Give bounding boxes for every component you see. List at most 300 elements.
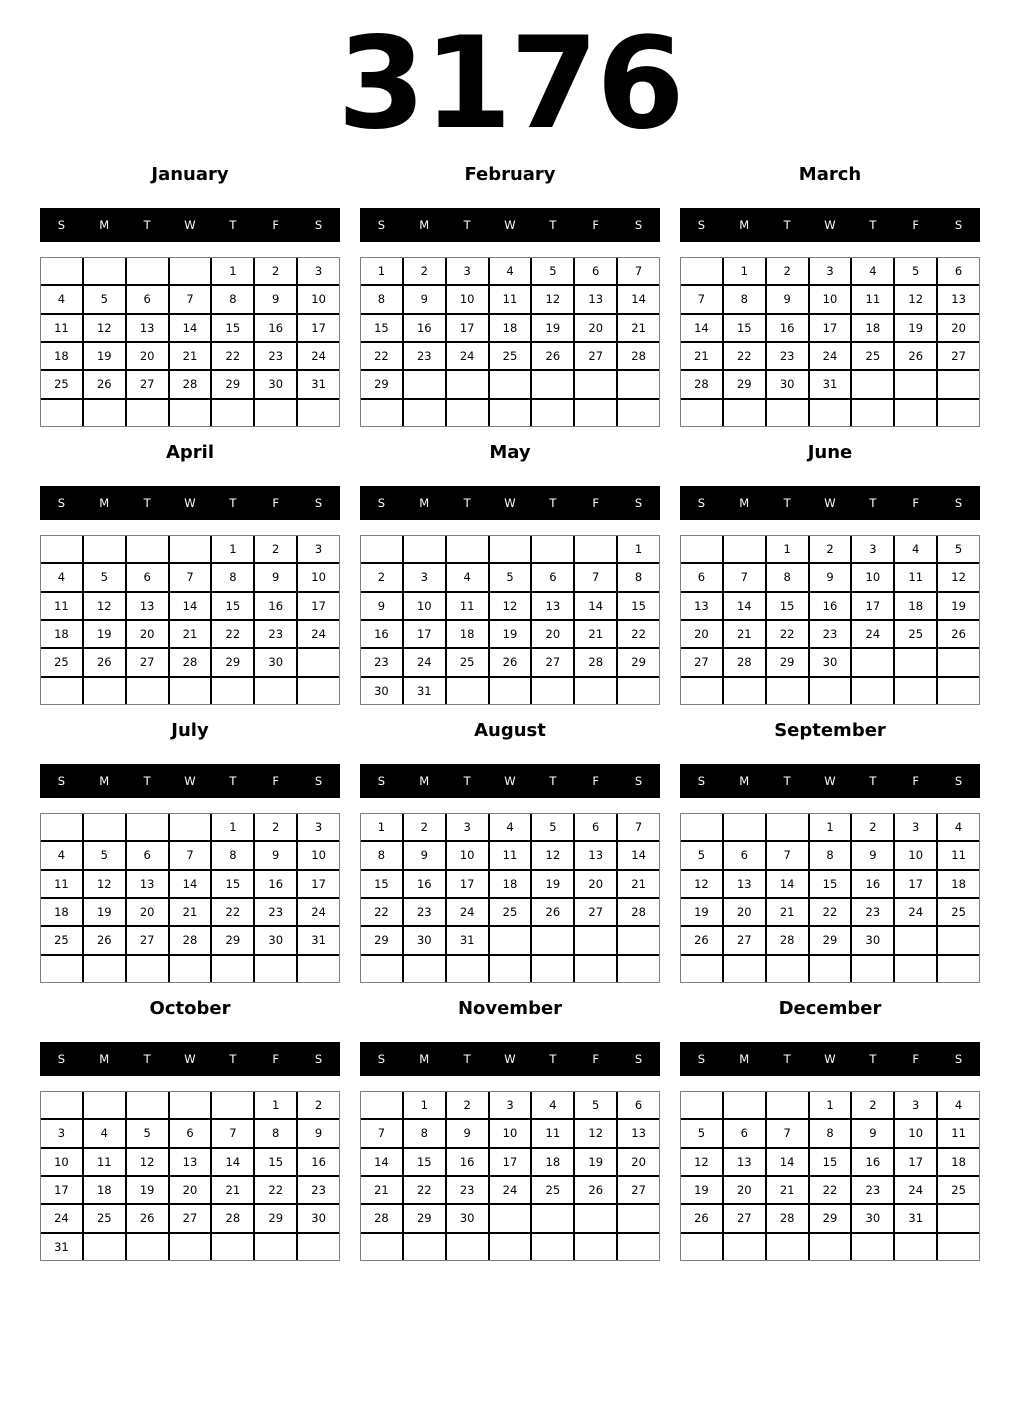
date-cell: 16 [361,621,402,647]
date-cell: 27 [938,343,979,369]
month-block [680,443,980,705]
weekday-letter: T [869,496,877,510]
weekday-header-bar [680,486,980,520]
weekday-letter: S [57,1052,66,1066]
empty-date-cell [41,400,82,426]
date-cell: 5 [490,564,531,590]
weekday-letter: M [739,774,750,788]
weekday-letter: S [57,496,66,510]
empty-date-cell [298,1234,339,1260]
date-cell: 9 [404,842,445,868]
empty-date-cell [41,258,82,284]
date-cell: 17 [298,593,339,619]
empty-date-cell [852,400,893,426]
empty-date-cell [532,400,573,426]
date-cell: 6 [724,842,765,868]
date-cell: 25 [84,1205,125,1231]
weekday-letter: F [592,496,600,510]
empty-date-cell [532,678,573,704]
date-cell: 11 [895,564,936,590]
date-cell: 19 [938,593,979,619]
date-cell: 14 [170,315,211,341]
date-cell: 4 [895,536,936,562]
empty-date-cell [170,814,211,840]
date-cell: 26 [84,649,125,675]
date-grid [40,813,340,983]
weekday-letter: S [954,218,963,232]
empty-date-cell [41,814,82,840]
date-cell: 26 [681,927,722,953]
date-cell: 10 [298,564,339,590]
date-cell: 17 [404,621,445,647]
date-cell: 11 [852,286,893,312]
month-title: March [798,164,862,185]
date-grid [360,535,660,705]
empty-date-cell [895,927,936,953]
weekday-letter: T [229,496,237,510]
date-cell: 19 [84,343,125,369]
weekday-letter: S [377,774,386,788]
weekday-letter: T [229,1052,237,1066]
date-cell: 30 [255,371,296,397]
empty-date-cell [938,927,979,953]
empty-date-cell [895,649,936,675]
weekday-letter: F [592,774,600,788]
weekday-letter: F [912,1052,920,1066]
date-cell: 22 [255,1177,296,1203]
date-cell: 24 [490,1177,531,1203]
date-cell: 25 [532,1177,573,1203]
date-cell: 7 [361,1120,402,1146]
date-cell: 13 [532,593,573,619]
empty-date-cell [127,814,168,840]
empty-date-cell [724,1092,765,1118]
date-cell: 28 [618,899,659,925]
date-cell: 10 [895,842,936,868]
weekday-letter: M [739,496,750,510]
weekday-letter: M [99,218,110,232]
month-title: February [464,164,556,185]
empty-date-cell [84,678,125,704]
empty-date-cell [618,927,659,953]
date-cell: 19 [532,871,573,897]
empty-date-cell [575,1205,616,1231]
date-cell: 23 [404,899,445,925]
month-title: April [165,442,215,463]
empty-date-cell [575,956,616,982]
weekday-letter: T [463,1052,471,1066]
date-cell: 25 [938,899,979,925]
date-cell: 29 [810,927,851,953]
empty-date-cell [84,1092,125,1118]
weekday-letter: M [99,774,110,788]
empty-date-cell [490,927,531,953]
date-cell: 2 [255,536,296,562]
date-cell: 20 [938,315,979,341]
empty-date-cell [618,400,659,426]
date-cell: 9 [852,1120,893,1146]
date-cell: 14 [618,286,659,312]
date-cell: 21 [618,315,659,341]
date-cell: 24 [298,343,339,369]
date-cell: 23 [298,1177,339,1203]
date-cell: 19 [681,899,722,925]
weekday-letter: T [463,218,471,232]
date-cell: 22 [810,899,851,925]
weekday-letter: T [783,496,791,510]
date-cell: 29 [767,649,808,675]
date-cell: 19 [84,621,125,647]
date-cell: 16 [852,871,893,897]
date-cell: 4 [852,258,893,284]
empty-date-cell [298,649,339,675]
weekday-letter: S [634,496,643,510]
date-cell: 3 [895,814,936,840]
empty-date-cell [298,678,339,704]
date-cell: 21 [170,899,211,925]
date-cell: 31 [895,1205,936,1231]
empty-date-cell [84,536,125,562]
weekday-letter: W [824,774,836,788]
date-cell: 11 [490,842,531,868]
weekday-letter: F [592,1052,600,1066]
weekday-letter: S [57,774,66,788]
month-title: May [489,442,531,463]
date-cell: 27 [127,371,168,397]
date-cell: 31 [810,371,851,397]
empty-date-cell [127,400,168,426]
weekday-header-bar [680,764,980,798]
date-cell: 7 [724,564,765,590]
date-cell: 24 [298,899,339,925]
date-cell: 20 [618,1149,659,1175]
date-cell: 28 [618,343,659,369]
date-cell: 3 [447,814,488,840]
date-cell: 10 [41,1149,82,1175]
date-cell: 30 [361,678,402,704]
month-title: June [807,442,853,463]
empty-date-cell [170,956,211,982]
empty-date-cell [575,678,616,704]
date-cell: 4 [41,564,82,590]
date-cell: 11 [41,871,82,897]
date-cell: 25 [938,1177,979,1203]
weekday-letter: S [697,496,706,510]
date-grid [680,1091,980,1261]
empty-date-cell [127,258,168,284]
date-cell: 26 [575,1177,616,1203]
weekday-letter: T [549,218,557,232]
empty-date-cell [681,678,722,704]
weekday-letter: F [912,218,920,232]
empty-date-cell [724,536,765,562]
weekday-letter: T [549,1052,557,1066]
date-cell: 13 [127,871,168,897]
date-cell: 29 [212,927,253,953]
date-cell: 7 [618,258,659,284]
date-cell: 19 [127,1177,168,1203]
date-cell: 1 [212,814,253,840]
empty-date-cell [575,400,616,426]
date-cell: 19 [895,315,936,341]
date-cell: 11 [490,286,531,312]
date-cell: 4 [938,814,979,840]
weekday-header-bar [360,486,660,520]
weekday-letter: T [143,774,151,788]
date-cell: 22 [767,621,808,647]
weekday-letter: T [869,1052,877,1066]
empty-date-cell [681,400,722,426]
empty-date-cell [767,1092,808,1118]
month-block [360,443,660,705]
date-cell: 13 [575,286,616,312]
empty-date-cell [255,400,296,426]
date-cell: 9 [255,842,296,868]
date-cell: 13 [170,1149,211,1175]
date-cell: 26 [895,343,936,369]
date-cell: 7 [170,286,211,312]
date-cell: 19 [84,899,125,925]
month-block [40,443,340,705]
empty-date-cell [404,536,445,562]
date-cell: 22 [361,899,402,925]
date-cell: 14 [767,1149,808,1175]
date-cell: 31 [298,927,339,953]
weekday-letter: F [912,774,920,788]
date-cell: 2 [852,814,893,840]
date-cell: 9 [255,286,296,312]
weekday-letter: T [549,496,557,510]
empty-date-cell [404,400,445,426]
date-cell: 21 [170,343,211,369]
date-cell: 3 [298,814,339,840]
date-cell: 24 [404,649,445,675]
date-cell: 7 [618,814,659,840]
date-cell: 11 [938,1120,979,1146]
date-cell: 26 [938,621,979,647]
date-cell: 26 [84,371,125,397]
date-cell: 24 [810,343,851,369]
date-cell: 9 [810,564,851,590]
empty-date-cell [938,678,979,704]
date-cell: 12 [84,315,125,341]
date-cell: 6 [681,564,722,590]
weekday-letter: W [824,218,836,232]
date-cell: 21 [767,1177,808,1203]
date-cell: 1 [618,536,659,562]
date-cell: 29 [810,1205,851,1231]
date-cell: 11 [938,842,979,868]
date-cell: 7 [681,286,722,312]
weekday-letter: S [634,1052,643,1066]
date-cell: 22 [212,621,253,647]
empty-date-cell [404,1234,445,1260]
date-cell: 8 [404,1120,445,1146]
weekday-letter: T [229,218,237,232]
date-cell: 13 [618,1120,659,1146]
date-cell: 13 [575,842,616,868]
date-cell: 23 [404,343,445,369]
date-cell: 10 [810,286,851,312]
month-title: September [774,720,886,741]
date-cell: 6 [532,564,573,590]
empty-date-cell [532,1205,573,1231]
date-cell: 8 [212,286,253,312]
date-cell: 11 [41,315,82,341]
weekday-letter: M [419,1052,430,1066]
date-cell: 10 [490,1120,531,1146]
date-cell: 12 [490,593,531,619]
date-cell: 22 [361,343,402,369]
date-cell: 25 [852,343,893,369]
date-cell: 27 [575,899,616,925]
date-cell: 3 [298,258,339,284]
date-cell: 8 [255,1120,296,1146]
empty-date-cell [212,678,253,704]
date-cell: 14 [724,593,765,619]
empty-date-cell [681,814,722,840]
weekday-letter: S [954,496,963,510]
empty-date-cell [447,678,488,704]
date-cell: 21 [361,1177,402,1203]
date-cell: 15 [212,593,253,619]
month-block [360,999,660,1261]
date-cell: 5 [127,1120,168,1146]
date-cell: 24 [895,899,936,925]
weekday-letter: T [549,774,557,788]
date-cell: 25 [41,649,82,675]
empty-date-cell [681,1092,722,1118]
year-title: 3176 [337,8,683,157]
date-cell: 12 [127,1149,168,1175]
empty-date-cell [938,371,979,397]
weekday-letter: W [824,1052,836,1066]
empty-date-cell [575,927,616,953]
date-cell: 12 [681,871,722,897]
empty-date-cell [361,1092,402,1118]
empty-date-cell [895,1234,936,1260]
empty-date-cell [361,400,402,426]
date-cell: 18 [41,621,82,647]
date-cell: 17 [852,593,893,619]
date-cell: 26 [84,927,125,953]
date-cell: 8 [618,564,659,590]
date-cell: 17 [41,1177,82,1203]
date-cell: 3 [404,564,445,590]
date-cell: 9 [852,842,893,868]
empty-date-cell [127,536,168,562]
date-cell: 18 [41,899,82,925]
date-cell: 5 [532,258,573,284]
date-cell: 19 [681,1177,722,1203]
date-cell: 14 [681,315,722,341]
date-cell: 9 [767,286,808,312]
date-cell: 30 [810,649,851,675]
date-cell: 3 [490,1092,531,1118]
empty-date-cell [361,956,402,982]
date-cell: 15 [255,1149,296,1175]
date-cell: 2 [255,258,296,284]
date-cell: 19 [532,315,573,341]
empty-date-cell [447,371,488,397]
date-cell: 17 [895,1149,936,1175]
month-title: January [151,164,229,185]
empty-date-cell [681,956,722,982]
date-cell: 24 [895,1177,936,1203]
date-cell: 30 [447,1205,488,1231]
empty-date-cell [895,678,936,704]
date-cell: 11 [84,1149,125,1175]
date-cell: 11 [532,1120,573,1146]
month-title: July [171,720,209,741]
date-cell: 5 [84,564,125,590]
weekday-letter: F [272,1052,280,1066]
date-grid [40,535,340,705]
date-cell: 6 [575,258,616,284]
date-cell: 13 [724,871,765,897]
date-cell: 15 [724,315,765,341]
date-cell: 28 [170,927,211,953]
date-cell: 31 [404,678,445,704]
date-cell: 2 [810,536,851,562]
date-cell: 21 [724,621,765,647]
weekday-letter: W [504,1052,516,1066]
date-cell: 16 [298,1149,339,1175]
empty-date-cell [767,1234,808,1260]
empty-date-cell [810,678,851,704]
weekday-letter: M [419,218,430,232]
date-cell: 23 [255,899,296,925]
month-block [40,165,340,427]
date-cell: 27 [127,649,168,675]
date-cell: 5 [681,1120,722,1146]
date-cell: 10 [447,842,488,868]
date-cell: 24 [852,621,893,647]
weekday-letter: S [314,774,323,788]
date-cell: 3 [852,536,893,562]
date-cell: 6 [127,842,168,868]
weekday-letter: S [314,218,323,232]
date-cell: 18 [84,1177,125,1203]
date-cell: 26 [532,343,573,369]
date-grid [40,257,340,427]
weekday-letter: M [419,496,430,510]
date-cell: 7 [575,564,616,590]
empty-date-cell [170,258,211,284]
date-cell: 28 [170,371,211,397]
months-grid [0,165,1020,1261]
date-cell: 26 [490,649,531,675]
empty-date-cell [255,1234,296,1260]
date-cell: 12 [938,564,979,590]
date-cell: 3 [298,536,339,562]
date-cell: 17 [298,871,339,897]
date-cell: 27 [575,343,616,369]
date-cell: 30 [767,371,808,397]
date-cell: 1 [212,258,253,284]
date-cell: 22 [810,1177,851,1203]
empty-date-cell [84,814,125,840]
date-cell: 7 [170,842,211,868]
weekday-letter: S [377,1052,386,1066]
empty-date-cell [404,371,445,397]
date-cell: 28 [767,1205,808,1231]
empty-date-cell [852,1234,893,1260]
date-cell: 16 [404,315,445,341]
weekday-letter: W [504,218,516,232]
date-cell: 17 [447,315,488,341]
empty-date-cell [724,1234,765,1260]
